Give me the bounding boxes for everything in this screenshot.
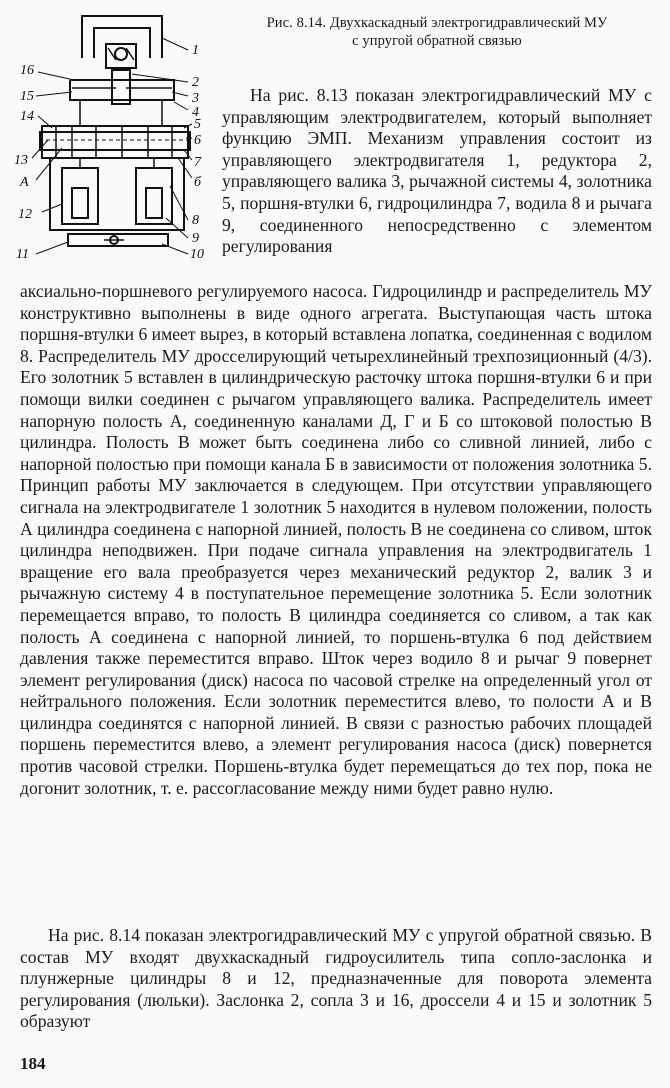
caption-line-1: Рис. 8.14. Двухкаскадный электрогидравлический МУ [266, 15, 608, 31]
mechanism-diagram [12, 8, 212, 260]
callout-6: 6 [194, 133, 201, 148]
figure-8-14 [12, 8, 212, 260]
callout-11: 11 [16, 247, 29, 260]
callout-9: 9 [192, 231, 199, 246]
wrapped-paragraph [222, 85, 652, 258]
callout-a: А [20, 175, 29, 190]
page-number: 184 [20, 1054, 46, 1073]
callout-1: 1 [192, 43, 199, 58]
paragraph-continuation: аксиально-поршневого регулируемого насоса. Гидроцилиндр и распределитель МУ конструктивно выполнены в виде одного агрегата. Выступающая часть штока поршня-втулки 6 имеет вырез, в который вставлена лопатка, соединенная с водилом 8. Распределитель МУ дросселирующий четырехлинейный трехпозиционный (4/3). Его золотник 5 вставлен в цилиндрическую расточку штока поршня-втулки 6 и при помощи вилки соединен с рычагом управляющего валика. Распределитель имеет напорную полость А, соединенную каналами Д, Г и Б со штоковой полостью В цилиндра. Полость В может быть соединена либо со сливной линией, либо с напорной полостью при помощи канала Б в зависимости от положения золотника 5. Принцип работы МУ заключается в следующем. При отсутствии управляющего сигнала на электродвигателе 1 золотник 5 находится в нулевом положении, полость А цилиндра соединена с напорной линией, полость В не соединена со сливом, шток цилиндра неподвижен. При подаче сигнала управления на электродвигатель 1 вращение его вала преобразуется через механический редуктор 2, валик 3 и рычажную систему 4 в поступательное перемещение золотника 5. Если золотник перемещается вправо, то полость В цилиндра соединяется со сливом, а так как полость А соединена с напорной линией, то поршень-втулка 6 под действием давления также переместится вправо. Шток через водило 8 и рычаг 9 повернет элемент регулирования (диск) насоса по часовой стрелке на определенный угол от нейтрального положения. Если золотник переместится влево, то полости А и В цилиндра соединятся с напорной линией. В связи с разностью рабочих площадей поршень переместится влево, а элемент регулирования насоса (диск) повернется против часовой стрелки. Поршень-втулка будет перемещаться до тех пор, пока не догонит золотник, т. е. рассогласование между ними будет равно нулю. [20, 281, 652, 798]
callout-16: 16 [20, 63, 34, 78]
paragraph-fig-8-13-intro: На рис. 8.13 показан электрогидравлический МУ с управляющим электродвигателем, который выполняет функцию ЭМП. Механизм управления состоит из управляющего электродвигателя 1, редуктора 2, управляющего валика 3, рычажной системы 4, золотника 5, поршня-втулки 6, гидроцилиндра 7, водила 8 и рычага 9, соединенного непосредственно с элементом регулирования [222, 85, 652, 257]
callout-12: 12 [18, 207, 32, 222]
callout-15: 15 [20, 89, 34, 104]
callout-13: 13 [14, 153, 28, 168]
callout-8: 8 [192, 213, 199, 228]
body-second [20, 925, 652, 1033]
callout-14: 14 [20, 109, 34, 124]
callout-2: 2 [192, 75, 199, 90]
callout-3: 3 [192, 91, 199, 106]
callout-4: 4 [192, 105, 199, 120]
callout-10: 10 [190, 247, 204, 260]
body-continuation [20, 281, 652, 799]
callout-b: б [194, 175, 202, 190]
caption-line-2: с упругой обратной связью [352, 33, 522, 49]
callout-5: 5 [194, 117, 201, 132]
callout-7: 7 [194, 155, 201, 170]
paragraph-fig-8-14-intro: На рис. 8.14 показан электрогидравлический МУ с упругой обратной связью. В состав МУ входят двухкаскадный гидроусилитель типа сопло-заслонка и плунжерные цилиндры 8 и 12, предназначенные для поворота элемента регулирования (люльки). Заслонка 2, сопла 3 и 16, дроссели 4 и 15 и золотник 5 образуют [20, 925, 652, 1032]
figure-caption [214, 14, 660, 50]
